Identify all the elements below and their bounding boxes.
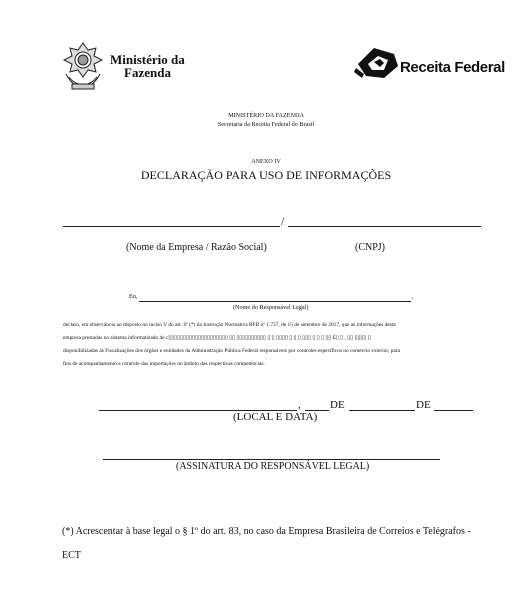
declaration-line-1: declaro, em observância ao disposto no inciso V do art. 6º (*) da Instrução Normativa RFB nº 1.737, de 15 de setembro de 2017, que as informações desta [63, 322, 396, 328]
ministry-line1: Ministério da [110, 52, 185, 67]
year-line [434, 410, 473, 411]
cnpj-line [288, 226, 481, 227]
heading-secretariat: Secretaria da Receita Federal do Brasil [217, 121, 315, 128]
heading-annex: ANEXO IV [251, 158, 281, 165]
signature-line [103, 459, 440, 460]
ministry-line2: Fazenda [124, 65, 171, 80]
month-line [349, 410, 415, 411]
place-date-label: (LOCAL E DATA) [233, 411, 318, 423]
receita-label: Receita Federal [400, 59, 505, 76]
company-name-line [63, 226, 280, 227]
signature-label: (ASSINATURA DO RESPONSÁVEL LEGAL) [176, 461, 370, 472]
responsible-comma: , [412, 293, 414, 300]
footnote-line-1: (*) Acrescentar à base legal o § 1º do art. 83, no caso da Empresa Brasileira de Correios e Telégrafos - [62, 526, 471, 537]
page-title: DECLARAÇÃO PARA USO DE INFORMAÇÕES [140, 168, 392, 182]
responsible-name-line [139, 301, 411, 302]
de-label-1: DE [330, 399, 345, 411]
place-comma: , [298, 399, 301, 411]
company-separator: / [281, 214, 285, 228]
ministry-name [110, 53, 185, 79]
cnpj-label: (CNPJ) [355, 242, 386, 253]
de-label-2: DE [416, 399, 431, 411]
footnote [62, 520, 502, 568]
footnote-line-2: ECT [62, 550, 81, 561]
receita-federal-logo [354, 44, 505, 84]
coat-of-arms-icon [60, 40, 106, 92]
eu-label: Eu, [129, 293, 138, 300]
declaration-line-2: empresa prestadas no sistema informatizado de c▯▯▯▯▯▯▯▯▯▯▯▯▯▯▯▯▯▯▯▯ ▯▯ ▯▯▯▯▯▯▯▯▯▯ ▯ ▯ ▯▯▯▯ ▯ ▯ ▯ ▯▯▯ ▯ ▯ ▯ ▯▯ É▯ ▯ , ▯▯ ▯▯▯▯ ▯ [63, 335, 371, 341]
declaration-text [63, 319, 493, 371]
receita-lion-icon [354, 44, 400, 82]
company-name-label: (Nome da Empresa / Razão Social) [126, 242, 267, 253]
declaration-line-4: fins de acompanhamento e controle das importações no âmbito das respectivas competências. [63, 361, 265, 367]
heading-ministry: MINISTÉRIO DA FAZENDA [228, 112, 304, 119]
declaration-line-3: disponibilizadas às Fiscalizações dos órgãos e entidades da Administração Pública Federal responsáveis por controles específicos no comércio exterior, para [63, 348, 400, 354]
responsible-name-label: (Nome do Responsável Legal) [233, 304, 309, 311]
